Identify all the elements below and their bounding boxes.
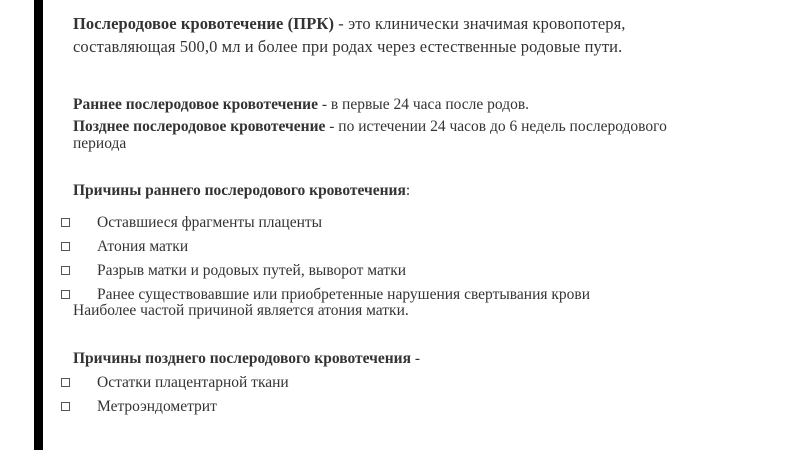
intro-term: Послеродовое кровотечение (ПРК) [73, 14, 335, 33]
checkbox-bullet-icon [61, 218, 70, 227]
checkbox-bullet-icon [61, 242, 70, 251]
early-causes-heading: Причины раннего послеродового кровотечения: [73, 182, 411, 199]
checkbox-bullet-icon [61, 290, 70, 299]
checkbox-bullet-icon [61, 266, 70, 275]
late-def: - по истечении 24 часов до 6 недель послеродового [325, 118, 667, 135]
list-item: Метроэндометрит [73, 398, 217, 415]
checkbox-bullet-icon [61, 402, 70, 411]
early-definition [73, 95, 788, 115]
early-def: - в первые 24 часа после родов. [317, 96, 530, 113]
early-causes-note: Наиболее частой причиной является атония матки. [73, 302, 409, 319]
list-item: Разрыв матки и родовых путей, выворот матки [73, 262, 406, 279]
late-term: Позднее послеродовое кровотечение [73, 118, 326, 135]
list-item: Ранее существовавшие или приобретенные нарушения свертывания крови [73, 286, 590, 303]
list-item: Остатки плацентарной ткани [73, 374, 289, 391]
intro-line1-rest: - это клинически значимая кровопотеря, [334, 14, 626, 33]
checkbox-bullet-icon [61, 378, 70, 387]
list-item: Атония матки [73, 238, 188, 255]
intro-line2: составляющая 500,0 мл и более при родах через естественные родовые пути. [73, 37, 623, 56]
list-item: Оставшиеся фрагменты плаценты [73, 214, 322, 231]
left-accent-bar [34, 0, 43, 450]
early-term: Раннее послеродовое кровотечение [73, 96, 318, 113]
late-causes-heading: Причины позднего послеродового кровотечения - [73, 350, 421, 367]
intro-definition [73, 12, 788, 58]
late-def-cont: периода [73, 135, 127, 152]
late-definition [73, 118, 788, 151]
